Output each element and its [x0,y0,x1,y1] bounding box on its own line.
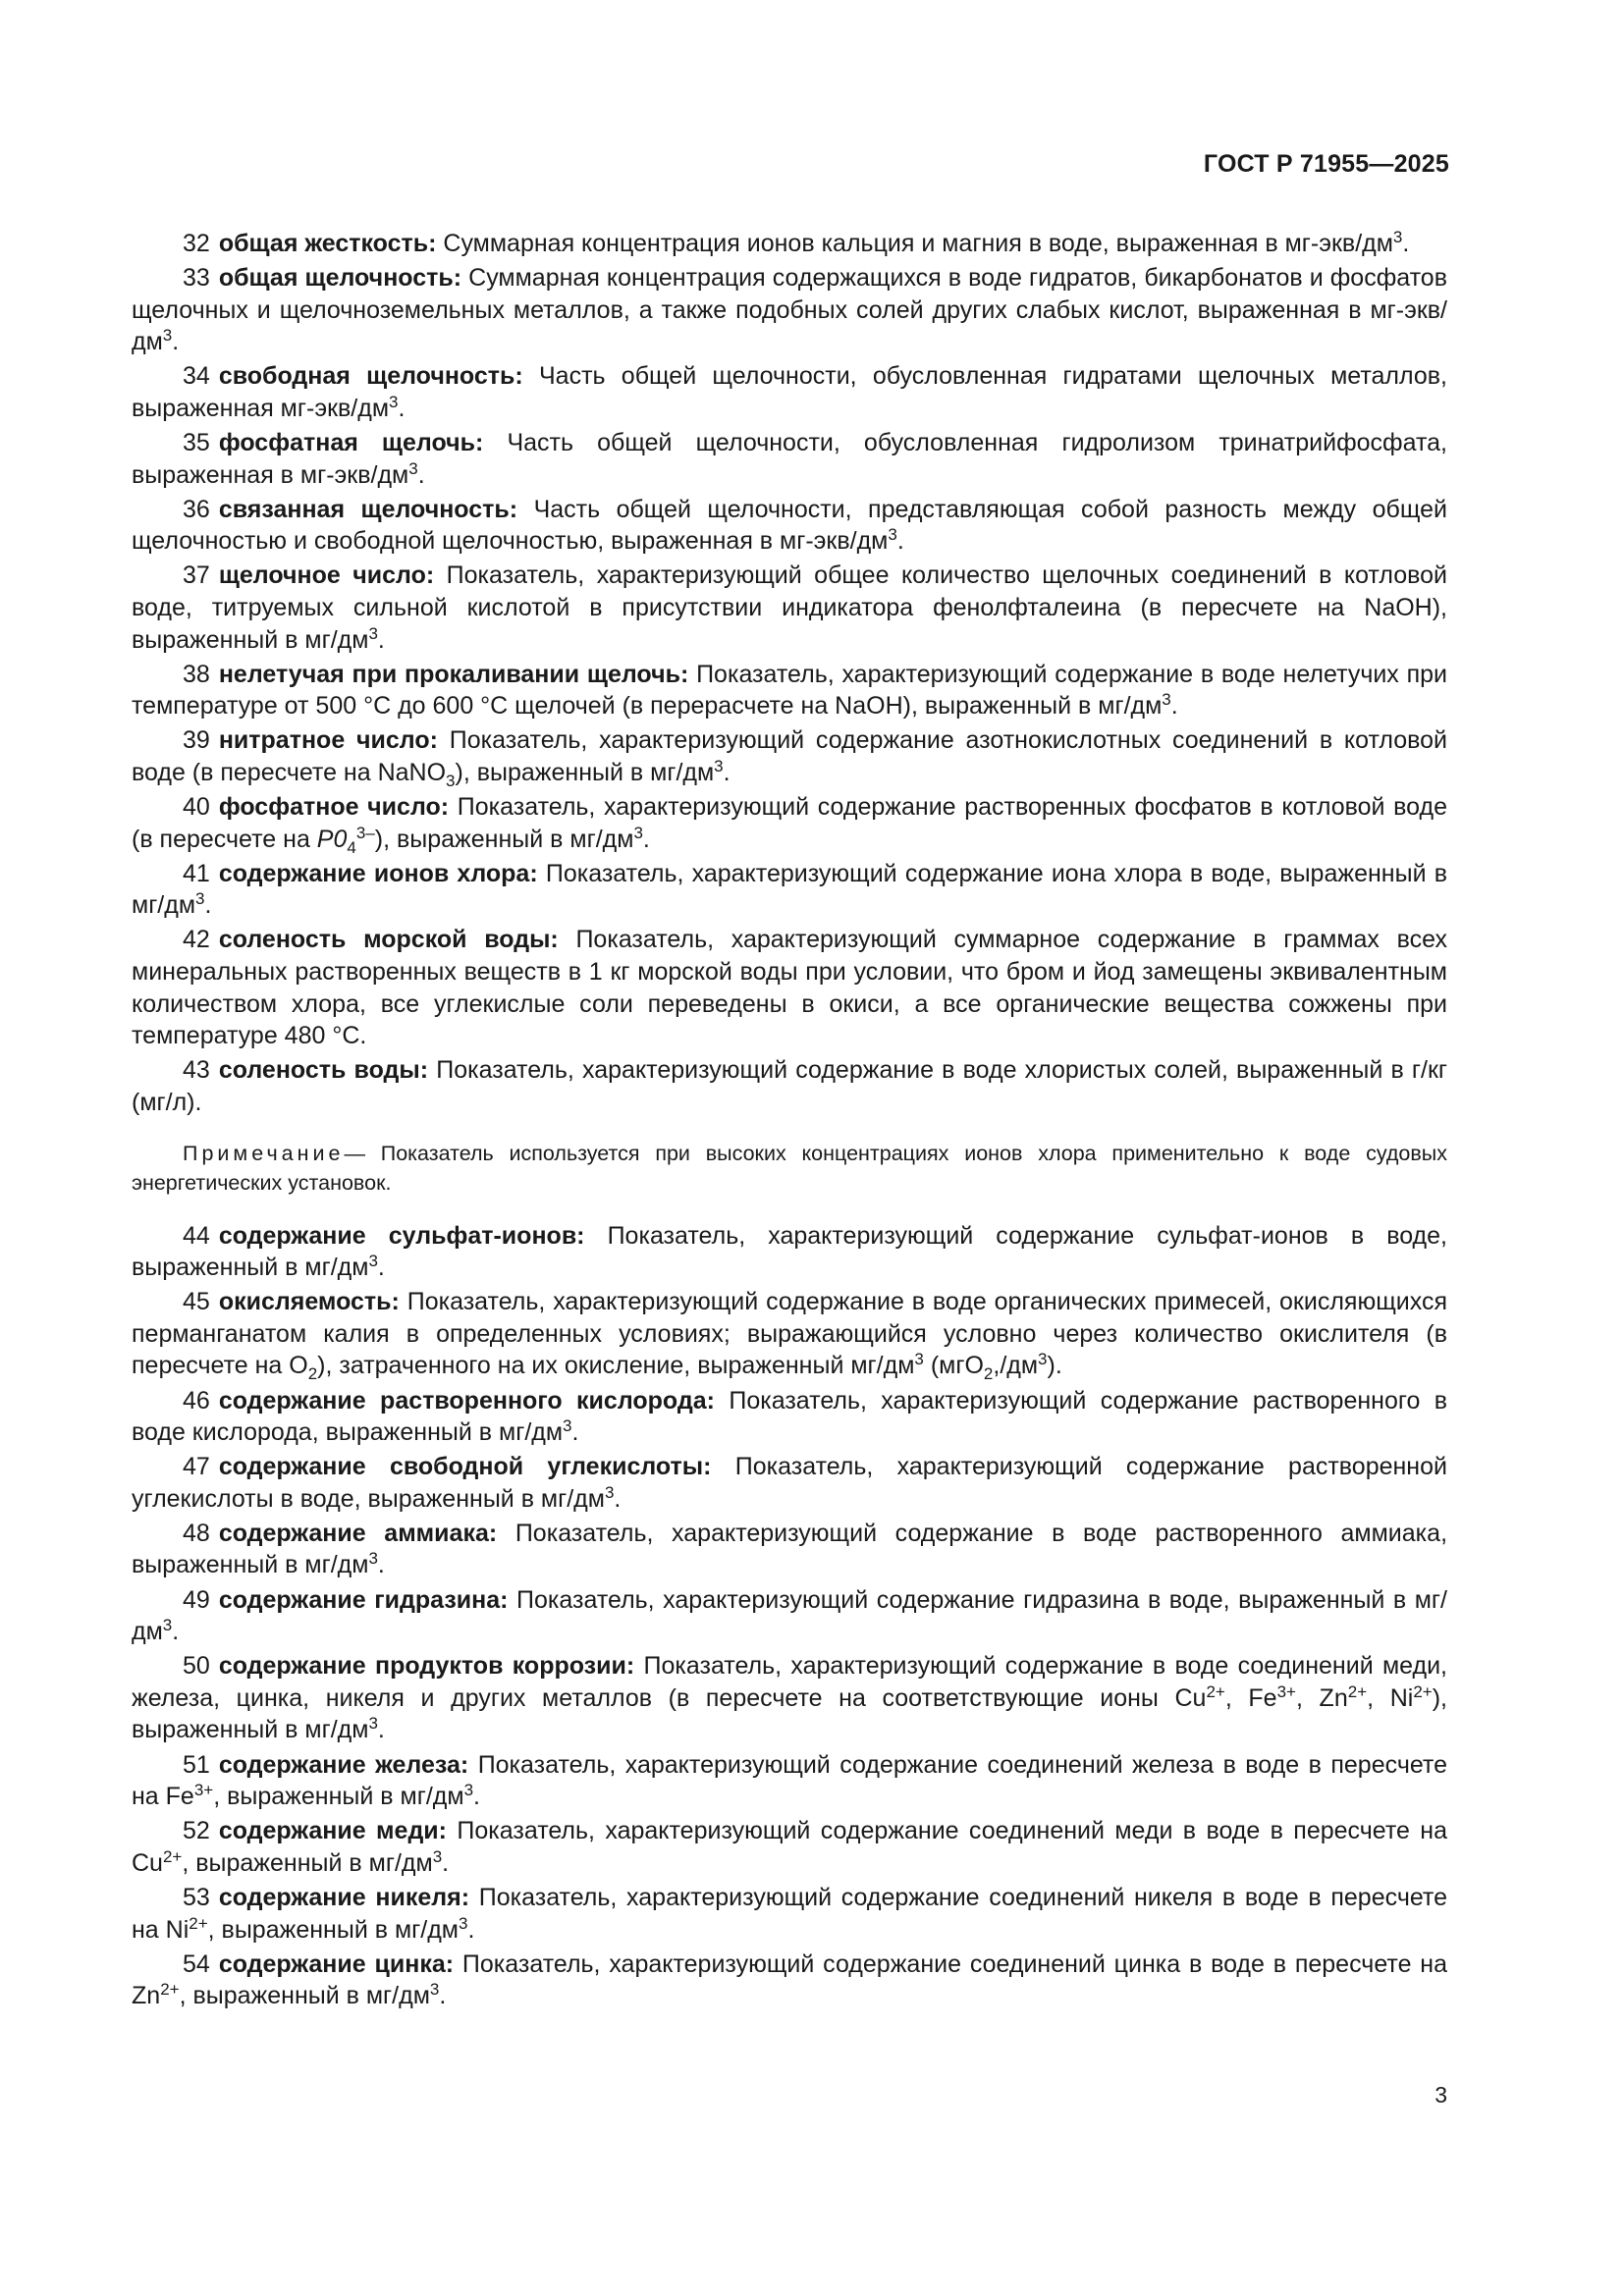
definition-text: . [377,1254,385,1282]
term-number: 53 [183,1883,210,1911]
superscript: 3 [633,823,643,842]
superscript: 3 [162,1616,173,1635]
term-44 [132,1220,1447,1284]
term-34 [132,360,1447,424]
superscript: 3 [368,1252,378,1271]
definition-text: (мгO [923,1352,984,1380]
superscript: 3 [458,1913,468,1933]
term-title: содержание свободной углекислоты: [218,1453,712,1481]
term-number: 33 [183,264,210,293]
definition-text: Показатель, характеризующий содержание азотнокислотных соединений в котловой воде (в пересчете на NaNO [132,726,1447,786]
term-number: 51 [183,1750,210,1779]
term-title: щелочное число: [218,561,435,590]
subscript: 4 [347,837,356,857]
term-title: окисляемость: [218,1288,400,1316]
term-number: 52 [183,1817,210,1845]
term-title: содержание сульфат-ионов: [218,1221,585,1250]
term-title: общая щелочность: [218,264,462,293]
definition-text: Часть общей щелочности, обусловленная гидролизом тринатрийфосфата, выраженная в мг-экв/дм [132,429,1447,489]
superscript: 3 [604,1482,615,1502]
term-35 [132,427,1447,491]
term-title: содержание меди: [218,1817,448,1845]
term-number: 50 [183,1652,210,1681]
term-32 [132,228,1447,260]
definition-text: Показатель, характеризующий содержание растворенной углекислоты в воде, выраженный в мг/дм [132,1453,1447,1513]
term-38 [132,659,1447,722]
superscript: 3 [432,1846,443,1866]
definition-text: ). [1047,1352,1062,1380]
definition-text: . [398,394,406,422]
subscript: 2 [307,1364,318,1384]
definition-text: . [439,1982,447,2010]
superscript: 3 [1392,228,1403,246]
definition-text: Показатель, характеризующий содержание растворенных фосфатов в котловой воде (в пересчете на [132,793,1447,853]
term-title: общая жесткость: [218,230,437,257]
definition-text: . [1170,692,1178,721]
definition-text: . [1402,230,1410,257]
term-49 [132,1584,1447,1648]
definition-text: Показатель, характеризующий содержание соединений никеля в воде в пересчете на Ni [132,1883,1447,1944]
definition-text: Показатель, характеризующий содержание соединений меди в воде в пересчете на Cu [132,1817,1448,1877]
definition-text: , Fe [1224,1683,1277,1712]
superscript: 3 [368,1549,378,1569]
superscript: 2+ [189,1913,208,1933]
terms-part-1 [132,228,1447,1119]
definition-text: Показатель, характеризующий общее количество щелочных соединений в котловой воде, титруемых сильной кислотой в присутствии индикатора фенолфталеина (в пересчете на NaOH), выраженный в мг/дм [132,561,1447,654]
definition-text: , выраженный в мг/дм [207,1915,459,1944]
definition-text: . [642,825,650,853]
italic-formula: P0 [316,825,348,853]
term-number: 32 [183,230,210,257]
term-title: содержание растворенного кислорода: [218,1386,715,1415]
note [132,1139,1447,1198]
superscript: 3 [563,1416,572,1436]
superscript: 3 [195,889,205,909]
term-title: содержание ионов хлора: [218,859,538,887]
term-41 [132,858,1447,922]
term-title: фосфатная щелочь: [218,429,484,457]
definition-text: , Zn [1295,1683,1348,1712]
note-label: Примечание [183,1141,345,1165]
definition-text: Показатель, характеризующий содержание в воде растворенного аммиака, выраженный в мг/дм [132,1519,1448,1579]
definition-text: Показатель, характеризующий содержание в воде органических примесей, окисляющихся перманганатом калия в определенных условиях; выражающийся условно через количество окислителя (в пересчете на O [132,1288,1448,1380]
superscript: 3 [888,525,897,545]
terms-list [132,228,1447,2014]
definition-text: , выраженный в мг/дм [179,1982,430,2010]
term-number: 39 [183,726,210,755]
term-number: 49 [183,1585,210,1614]
term-title: содержание гидразина: [218,1585,509,1614]
term-51 [132,1749,1447,1813]
superscript: 3 [408,458,418,478]
definition-text: Показатель, характеризующий содержание соединений цинка в воде в пересчете на Zn [132,1949,1447,2010]
term-number: 47 [183,1453,210,1481]
superscript: 3+ [1276,1682,1296,1701]
definition-text: ), затраченного на их окисление, выраженный мг/дм [317,1352,915,1380]
superscript: 2+ [1347,1682,1368,1701]
superscript: 2+ [160,1980,180,2000]
superscript: 3+ [193,1781,214,1800]
definition-text: ), выраженный в мг/дм [374,825,634,853]
term-33 [132,262,1447,358]
term-title: связанная щелочность: [218,495,518,523]
definition-text: Часть общей щелочности, обусловленная гидратами щелочных металлов, выраженная мг-экв/дм [132,362,1448,422]
superscript: 3 [914,1350,924,1369]
superscript: 3– [355,823,375,842]
definition-text: . [377,1551,385,1579]
term-39 [132,724,1447,788]
superscript: 3 [463,1781,474,1800]
definition-text: , выраженный в мг/дм [213,1783,464,1811]
definition-text: . [896,527,904,556]
document-header: ГОСТ Р 71955—2025 [1203,150,1449,178]
definition-text: . [377,625,385,654]
term-48 [132,1518,1447,1581]
definition-text: Показатель, характеризующий содержание гидразина в воде, выраженный в мг/дм [132,1585,1447,1646]
term-number: 45 [183,1288,210,1316]
term-number: 35 [183,429,210,457]
definition-text: . [473,1783,480,1811]
term-title: фосфатное число: [218,793,450,822]
term-title: содержание цинка: [218,1949,455,1978]
term-number: 48 [183,1519,210,1547]
superscript: 3 [429,1980,440,2000]
definition-text: . [204,891,212,920]
definition-text: Показатель, характеризующий содержание в воде нелетучих при температуре от 500 °С до 600 °С щелочей (в перерасчете на NaOH), выраженный в мг/дм [132,660,1447,721]
superscript: 3 [389,392,399,411]
term-52 [132,1815,1447,1879]
definition-text: Показатель, характеризующий содержание растворенного в воде кислорода, выраженный в мг/дм [132,1386,1447,1447]
term-50 [132,1650,1447,1746]
term-37 [132,560,1447,656]
definition-text: . [571,1418,579,1447]
definition-text: . [377,1716,385,1744]
definition-text: ), выраженный в мг/дм [455,759,715,786]
superscript: 3 [368,1714,378,1734]
term-title: нелетучая при прокаливании щелочь: [218,660,689,688]
term-title: содержание аммиака: [218,1519,498,1547]
definition-text: . [172,1618,180,1646]
subscript: 3 [446,772,456,790]
definition-text: . [723,759,731,786]
term-number: 43 [183,1056,210,1085]
term-number: 42 [183,926,210,954]
term-title: свободная щелочность: [218,362,523,391]
term-47 [132,1451,1447,1515]
term-title: соленость воды: [218,1056,429,1085]
term-title: нитратное число: [218,726,438,755]
definition-text: Показатель, характеризующий содержание в воде хлористых солей, выраженный в г/кг (мг/л). [132,1056,1448,1116]
definition-text: ,/дм [993,1352,1039,1380]
term-title: содержание железа: [218,1750,469,1779]
definition-text: . [467,1915,475,1944]
term-number: 44 [183,1221,210,1250]
superscript: 3 [1162,690,1171,710]
term-number: 36 [183,495,210,523]
definition-text: ), выраженный в мг/дм [132,1683,1447,1744]
definition-text: Суммарная концентрация ионов кальция и магния в воде, выраженная в мг-экв/дм [443,230,1393,257]
note-text: — Показатель используется при высоких концентрациях ионов хлора применительно к воде судовых энергетических установок. [132,1141,1447,1195]
definition-text: . [442,1848,450,1877]
term-title: содержание продуктов коррозии: [218,1652,635,1681]
term-title: содержание никеля: [218,1883,470,1911]
superscript: 2+ [1413,1682,1433,1701]
definition-text: Показатель, характеризующий содержание сульфат-ионов в воде, выраженный в мг/дм [132,1221,1447,1282]
definition-text: Часть общей щелочности, представляющая собой разность между общей щелочностью и свободной щелочностью, выраженная в мг-экв/дм [132,495,1447,556]
term-number: 40 [183,793,210,822]
definition-text: Показатель, характеризующий содержание иона хлора в воде, выраженный в мг/дм [132,859,1447,920]
superscript: 2+ [1206,1682,1225,1701]
definition-text: . [417,460,425,489]
superscript: 2+ [162,1846,183,1866]
superscript: 3 [1038,1350,1048,1369]
definition-text: Показатель, характеризующий содержание в воде соединений меди, железа, цинка, никеля и других металлов (в пересчете на соответствующие ионы Cu [132,1652,1448,1712]
definition-text: Показатель, характеризующий содержание соединений железа в воде в пересчете на Fe [132,1750,1447,1811]
term-number: 37 [183,561,210,590]
term-number: 38 [183,660,210,688]
term-number: 46 [183,1386,210,1415]
subscript: 2 [983,1364,994,1384]
term-36 [132,494,1447,558]
definition-text: , выраженный в мг/дм [182,1848,433,1877]
superscript: 3 [368,623,378,643]
definition-text: Суммарная концентрация содержащихся в воде гидратов, бикарбонатов и фосфатов щелочных и щелочноземельных металлов, а также подобных солей других слабых кислот, выраженная в мг-экв/дм [132,264,1447,356]
term-46 [132,1385,1447,1449]
term-title: соленость морской воды: [218,926,559,954]
terms-part-2 [132,1220,1447,2012]
page-number: 3 [1435,2082,1447,2108]
superscript: 3 [162,326,173,346]
term-number: 34 [183,362,210,391]
definition-text: , Ni [1367,1683,1414,1712]
term-number: 41 [183,859,210,887]
term-54 [132,1949,1447,2012]
term-43 [132,1054,1447,1118]
definition-text: . [172,328,180,356]
term-53 [132,1882,1447,1946]
definition-text: . [614,1484,622,1513]
superscript: 3 [714,757,724,775]
definition-text: Показатель, характеризующий суммарное содержание в граммах всех минеральных растворенных веществ в 1 кг морской воды при условии, что бром и йод замещены эквивалентным количеством хлора, все углекислые соли переведены в окиси, а все органические вещества сожжены при температуре 480 °С. [132,926,1447,1050]
term-40 [132,791,1447,855]
term-42 [132,924,1447,1051]
term-45 [132,1286,1447,1382]
term-number: 54 [183,1949,210,1978]
